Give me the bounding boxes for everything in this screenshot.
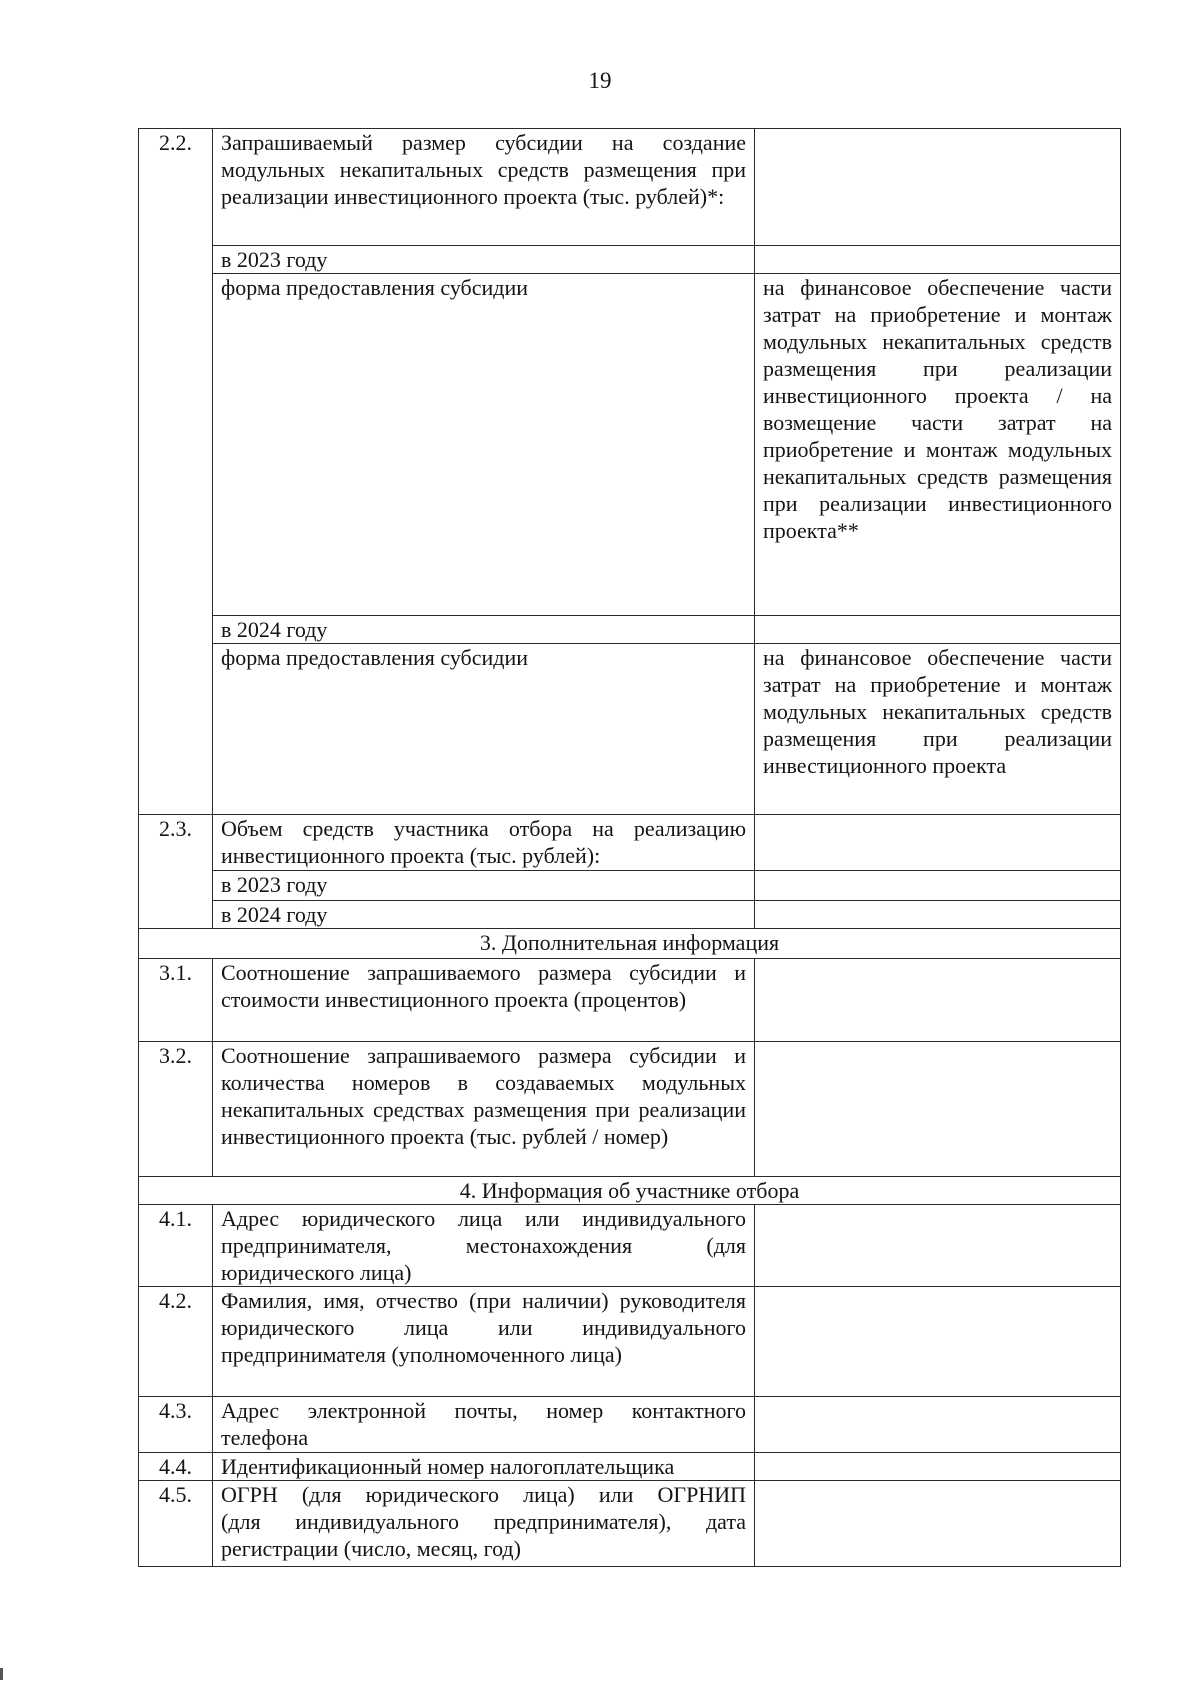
row-4-2 — [139, 1287, 1121, 1397]
label-line-1: ОГРН (для юридического лица) или ОГРНИП — [221, 1482, 746, 1507]
value-cell[interactable] — [755, 1481, 1121, 1567]
application-form-table — [138, 128, 1121, 1567]
value-cell[interactable] — [755, 871, 1121, 901]
year-label: в 2023 году — [213, 246, 755, 274]
row-2-3-year-2023 — [139, 871, 1121, 901]
subsidy-form-value: на финансовое обеспечение части затрат на приобретение и монтаж модульных некапитальных средств размещения при реализации инвестиционного проекта — [755, 644, 1121, 815]
row-number-spacer — [139, 246, 213, 274]
subsidy-form-value: на финансовое обеспечение части затрат на приобретение и монтаж модульных некапитальных средств размещения при реализации инвестиционного проекта / на возмещение части затрат на приобретение и монтаж модульных некапитальных средств размещения при реализации инвестиционного проекта** — [755, 274, 1121, 616]
row-3-2 — [139, 1042, 1121, 1177]
row-2-3 — [139, 815, 1121, 871]
value-cell[interactable] — [755, 1453, 1121, 1481]
row-label: Соотношение запрашиваемого размера субсидии и стоимости инвестиционного проекта (процентов) — [213, 959, 755, 1042]
value-cell[interactable] — [755, 1042, 1121, 1177]
page-number: 19 — [588, 68, 612, 93]
section-4-header — [139, 1177, 1121, 1205]
row-label: ОГРН (для юридического лица) или ОГРНИП (для индивидуального предпринимателя), дата регистрации (число, месяц, год) — [213, 1481, 755, 1567]
value-cell[interactable] — [755, 1205, 1121, 1287]
row-4-4 — [139, 1453, 1121, 1481]
value-cell[interactable] — [755, 1287, 1121, 1397]
row-number: 4.4. — [139, 1453, 213, 1481]
row-number: 4.1. — [139, 1205, 213, 1287]
value-cell[interactable] — [755, 815, 1121, 871]
year-label: в 2024 году — [213, 616, 755, 644]
row-number-spacer — [139, 274, 213, 616]
row-number-spacer — [139, 616, 213, 644]
value-cell[interactable] — [755, 246, 1121, 274]
row-label: Идентификационный номер налогоплательщика — [213, 1453, 755, 1481]
row-number-spacer — [139, 901, 213, 929]
year-label: в 2023 году — [213, 871, 755, 901]
section-3-header — [139, 929, 1121, 959]
value-cell[interactable] — [755, 901, 1121, 929]
row-number: 3.1. — [139, 959, 213, 1042]
scan-edge-mark — [0, 1668, 3, 1680]
section-title: 4. Информация об участнике отбора — [139, 1177, 1121, 1205]
value-cell[interactable] — [755, 959, 1121, 1042]
row-number: 4.5. — [139, 1481, 213, 1567]
label-line-1: Объем средств участника отбора на реализацию — [221, 816, 746, 841]
row-4-5 — [139, 1481, 1121, 1567]
row-2-3-year-2024 — [139, 901, 1121, 929]
row-number: 4.3. — [139, 1397, 213, 1453]
value-cell[interactable] — [755, 616, 1121, 644]
subsidy-form-label: форма предоставления субсидии — [213, 644, 755, 815]
row-2-2 — [139, 129, 1121, 246]
row-2-2-year-2024 — [139, 616, 1121, 644]
row-4-1 — [139, 1205, 1121, 1287]
row-4-3 — [139, 1397, 1121, 1453]
row-label: Адрес юридического лица или индивидуального предпринимателя, местонахождения (для юридического лица) — [213, 1205, 755, 1287]
row-number-spacer — [139, 644, 213, 815]
label-line-1: Адрес электронной почты, номер контактного — [221, 1398, 746, 1423]
row-number: 3.2. — [139, 1042, 213, 1177]
value-cell[interactable] — [755, 129, 1121, 246]
year-label: в 2024 году — [213, 901, 755, 929]
row-label: Фамилия, имя, отчество (при наличии) руководителя юридического лица или индивидуального предпринимателя (уполномоченного лица) — [213, 1287, 755, 1397]
row-number: 4.2. — [139, 1287, 213, 1397]
row-number: 2.3. — [139, 815, 213, 871]
row-number-spacer — [139, 871, 213, 901]
row-3-1 — [139, 959, 1121, 1042]
label-line-2: (для индивидуального предпринимателя), дата — [221, 1509, 746, 1534]
value-cell[interactable] — [755, 1397, 1121, 1453]
section-title: 3. Дополнительная информация — [139, 929, 1121, 959]
row-2-2-form-2024 — [139, 644, 1121, 815]
row-2-2-form-2023 — [139, 274, 1121, 616]
row-number: 2.2. — [139, 129, 213, 246]
row-2-2-year-2023 — [139, 246, 1121, 274]
row-label: Соотношение запрашиваемого размера субсидии и количества номеров в создаваемых модульных некапитальных средствах размещения при реализации инвестиционного проекта (тыс. рублей / номер) — [213, 1042, 755, 1177]
row-label: Объем средств участника отбора на реализацию инвестиционного проекта (тыс. рублей): — [213, 815, 755, 871]
row-label: Адрес электронной почты, номер контактного телефона — [213, 1397, 755, 1453]
subsidy-form-label: форма предоставления субсидии — [213, 274, 755, 616]
row-label: Запрашиваемый размер субсидии на создание модульных некапитальных средств размещения при реализации инвестиционного проекта (тыс. рублей)*: — [213, 129, 755, 246]
